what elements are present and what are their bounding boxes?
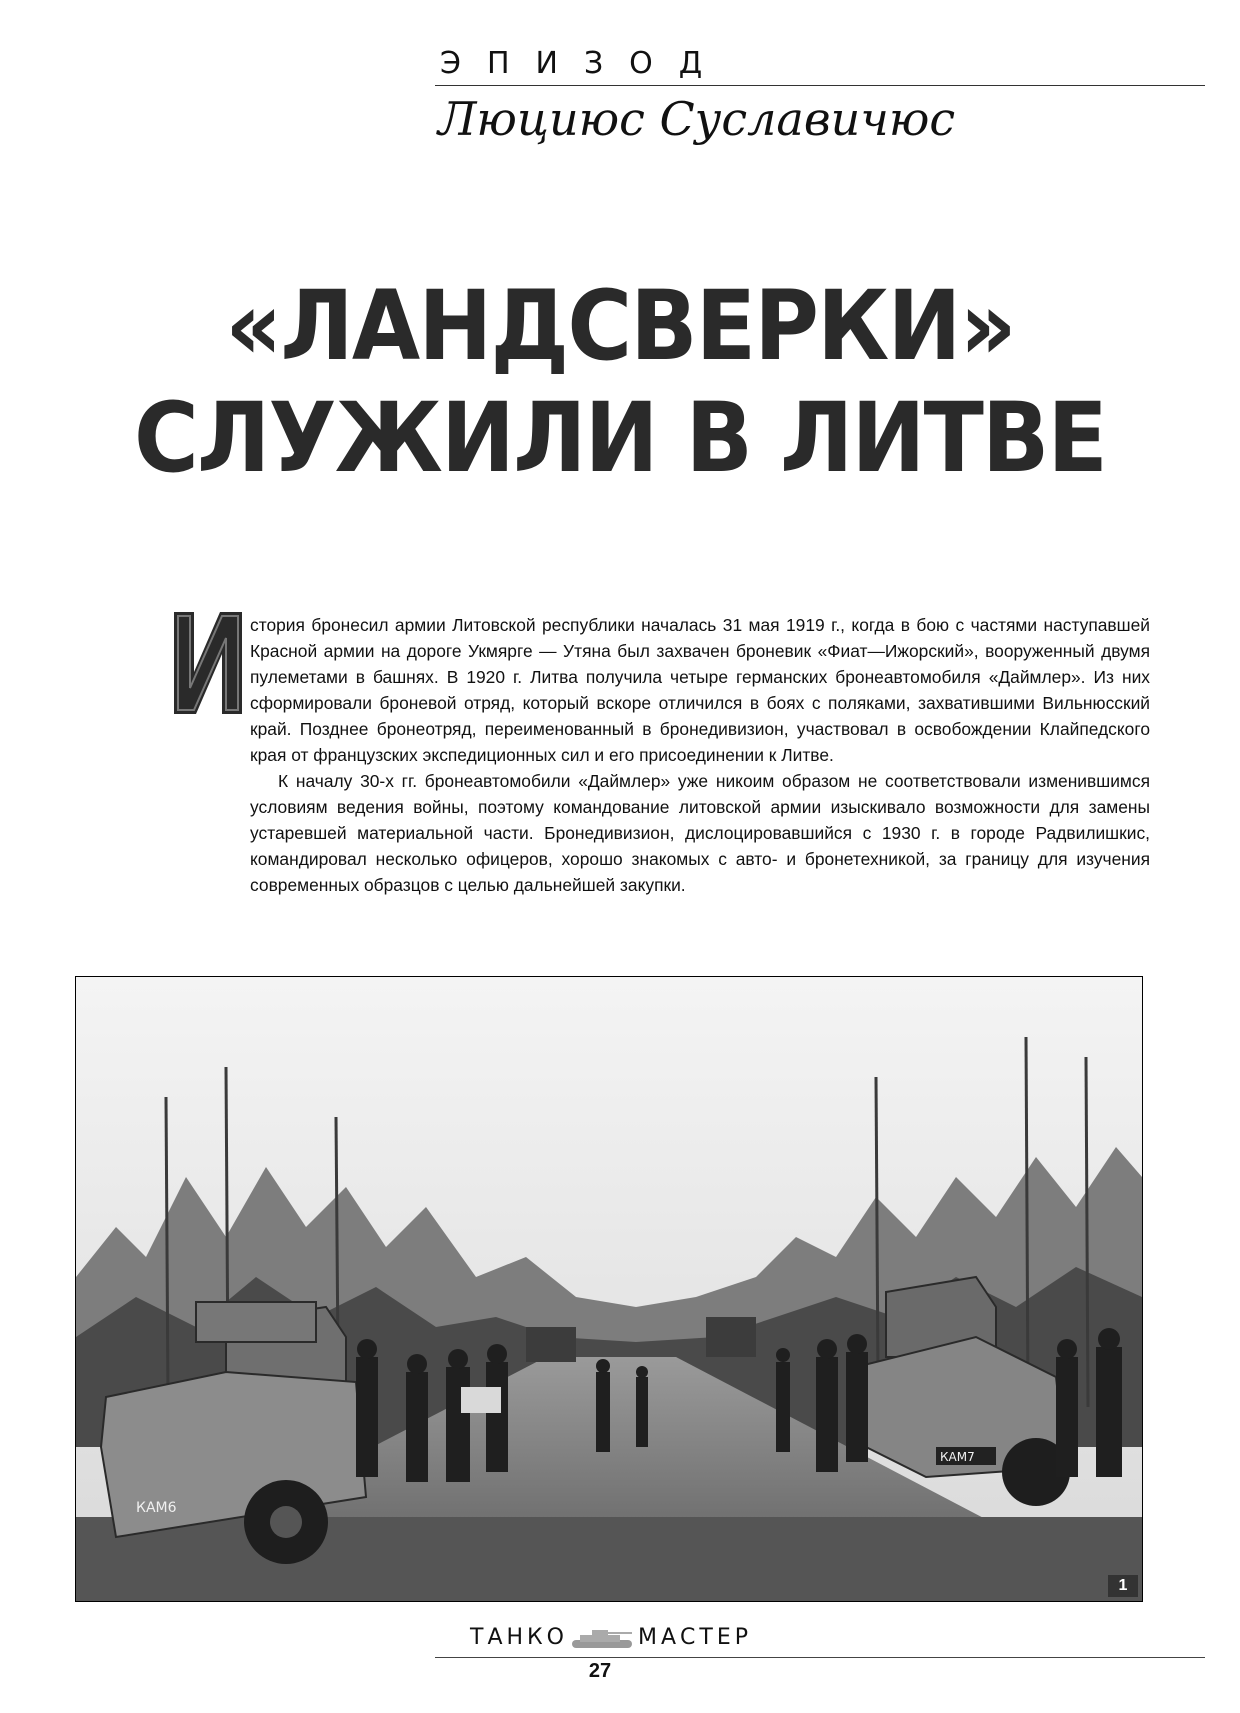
photo-armored-cars (75, 976, 1143, 1602)
author-name: Люциюс Суславичюс (438, 92, 956, 146)
plate-right: КАМ7 (940, 1450, 975, 1464)
header-section-label: ЭПИЗОД (440, 46, 729, 81)
title-line-2: СЛУЖИЛИ В ЛИТВЕ (134, 382, 1106, 494)
footer-brand (470, 1625, 760, 1657)
tank-logo-icon (570, 1629, 634, 1655)
header-rule (435, 85, 1205, 86)
title-line-1: «ЛАНДСВЕРКИ» (225, 270, 1015, 382)
photo-number-badge: 1 (1108, 1575, 1138, 1597)
article-body (250, 612, 1150, 898)
plate-left: КАМ6 (136, 1500, 177, 1516)
paragraph-2: К началу 30-х гг. бронеавтомобили «Даймлер» уже никоим образом не соответствовали изменившимся условиям ведения войны, поэтому командование литовской армии изыскивало возможности для замены устаревшей материальной части. Бронедивизион, дислоцировавшийся с 1930 г. в городе Радвилишкис, командировал несколько офицеров, хорошо знакомых с авто- и бронетехникой, за границу для изучения современных образцов с целью дальнейшей закупки. (250, 771, 1150, 895)
brand-right: МАСТЕР (638, 1625, 752, 1650)
paragraph-1: стория бронесил армии Литовской республики началась 31 мая 1919 г., когда в бою с частями наступавшей Красной армии на дороге Укмярге — Утяна был захвачен броневик «Фиат—Ижорский», вооруженный двумя пулеметами в башнях. В 1920 г. Литва получила четыре германских бронеавтомобиля «Даймлер». Из них сформировали броневой отряд, который вскоре отличился в боях с поляками, захватившими Вильнюсский край. Позднее бронеотряд, переименованный в бронедивизион, участвовал в освобождении Клайпедского края от французских экспедиционных сил и его присоединении к Литве. (250, 615, 1150, 765)
footer-rule (435, 1657, 1205, 1658)
brand-left: ТАНКО (470, 1625, 568, 1650)
page-number: 27 (588, 1660, 612, 1682)
drop-cap (172, 610, 244, 716)
article-title (50, 270, 1191, 494)
